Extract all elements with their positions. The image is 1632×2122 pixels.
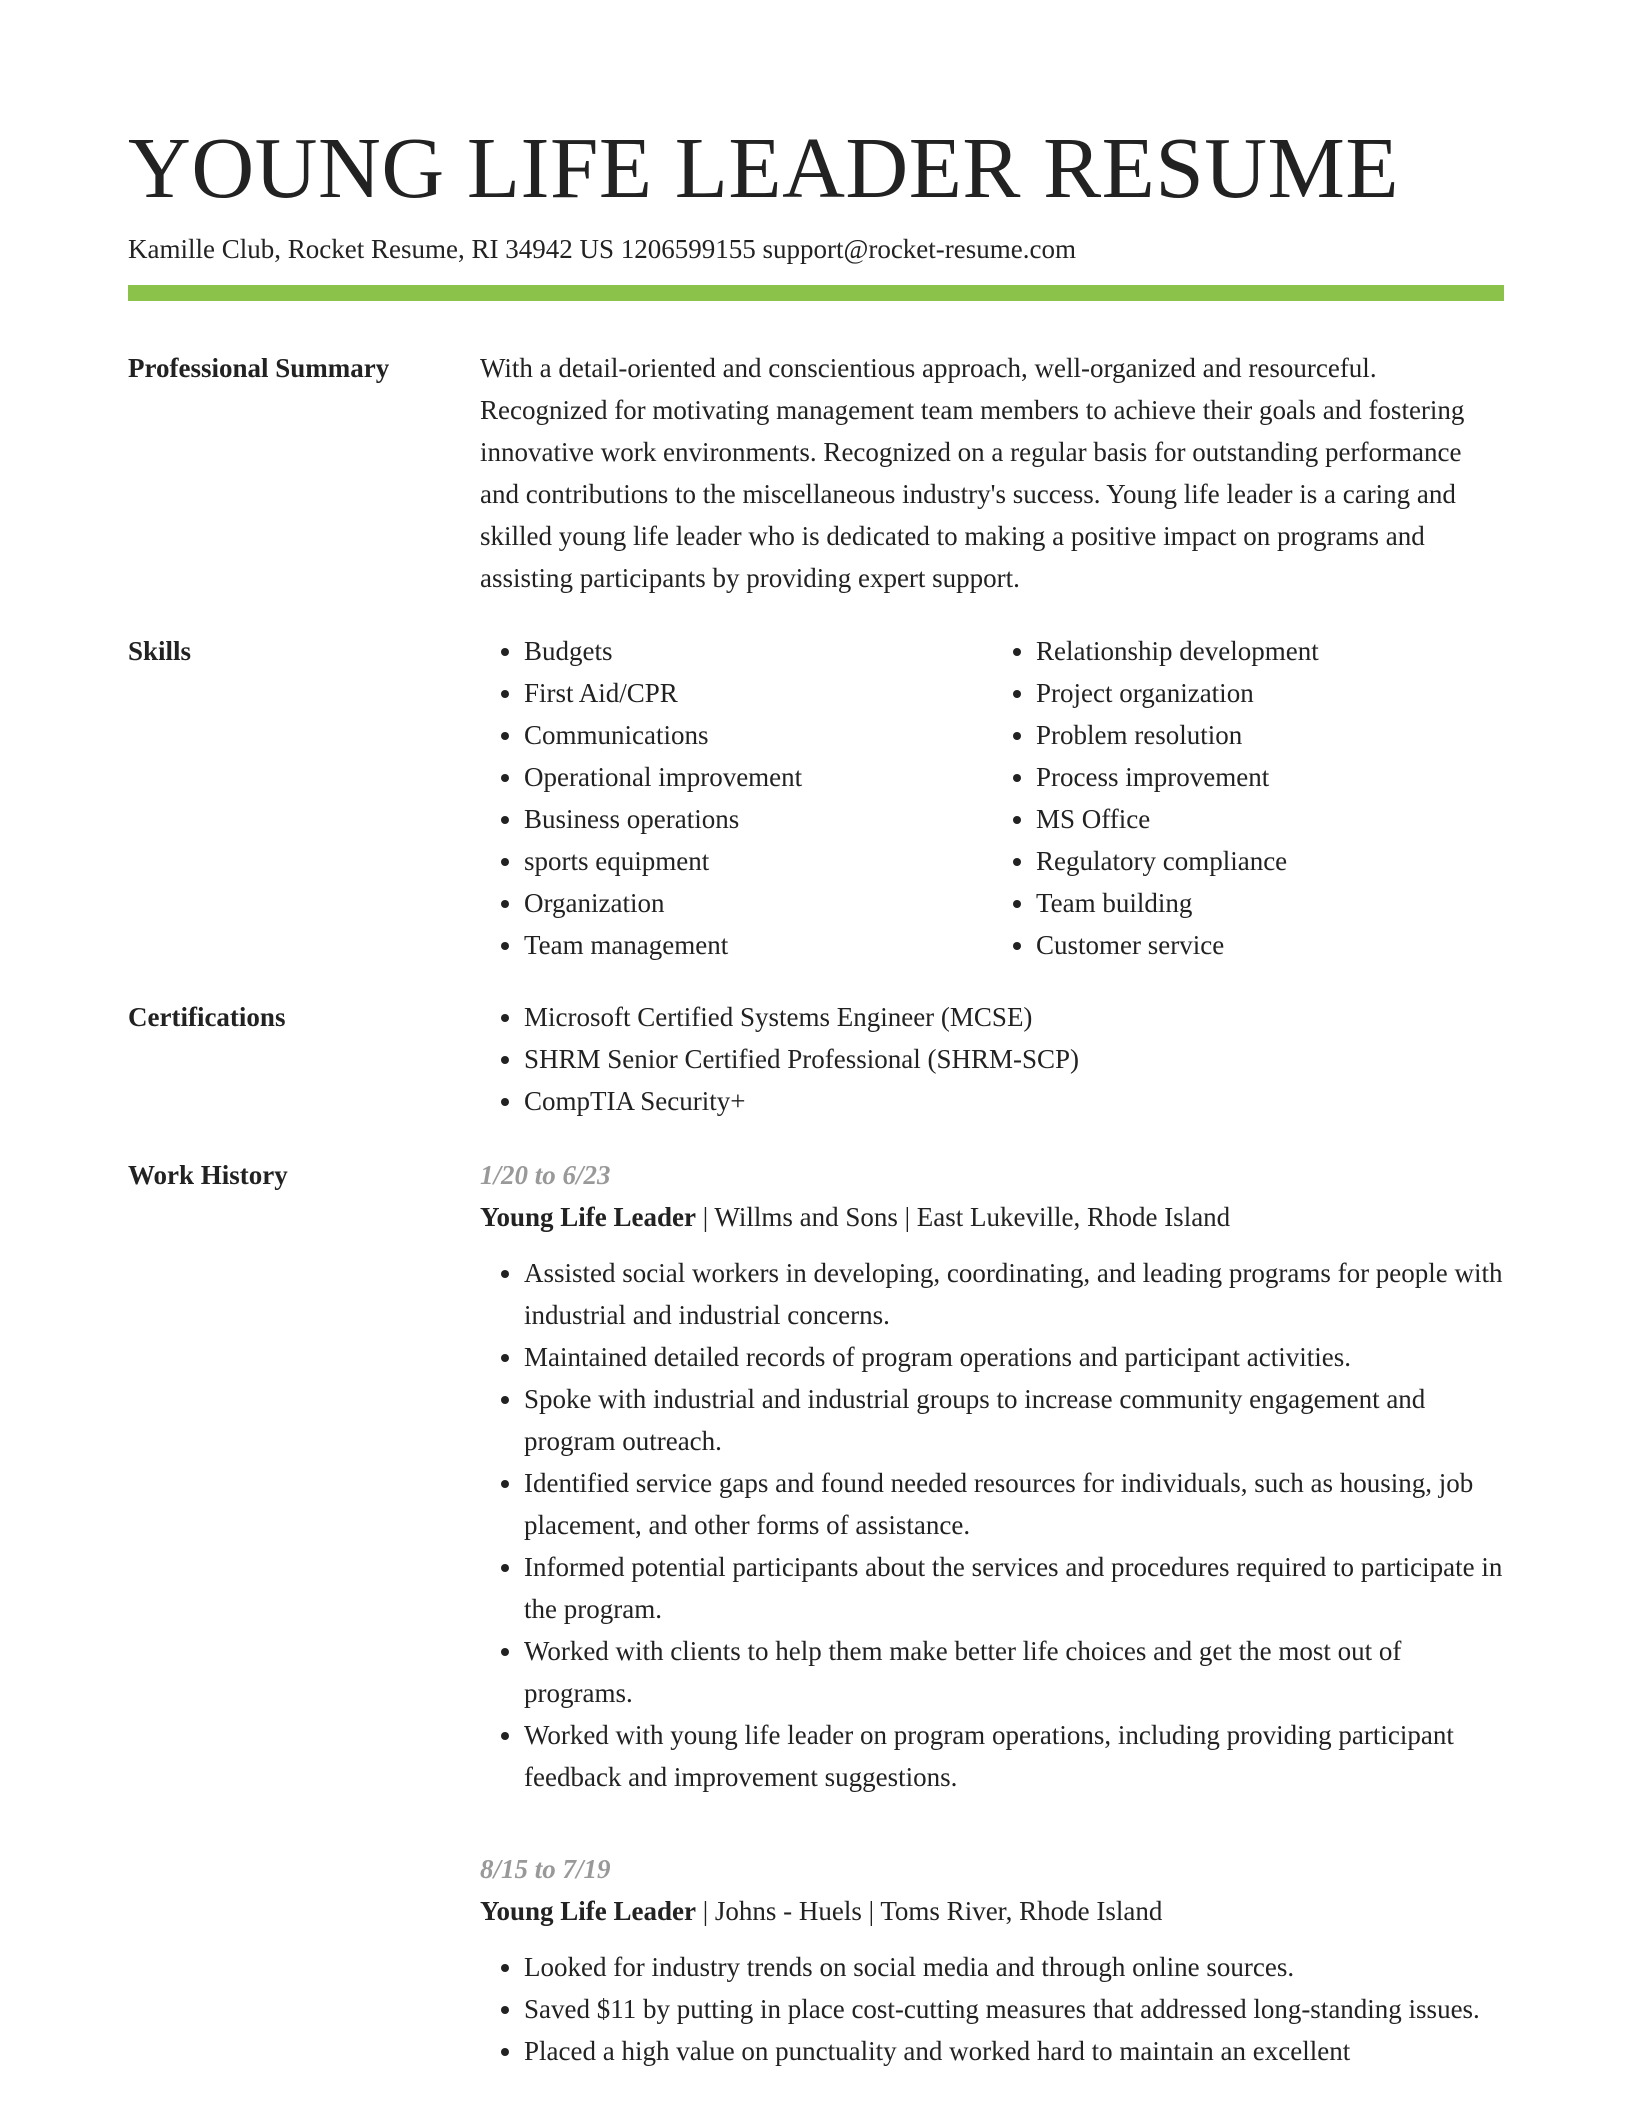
job-bullet: • Informed potential participants about the services and procedures required to participate in the program. — [524, 1546, 1504, 1630]
job-title: Young Life Leader — [480, 1896, 696, 1926]
skill-item: • Business operations — [524, 798, 992, 840]
job-title: Young Life Leader — [480, 1202, 696, 1232]
job-title-line — [480, 1890, 1504, 1932]
skill-item: • Operational improvement — [524, 756, 992, 798]
skill-item: • Team management — [524, 924, 992, 966]
certifications-list — [480, 996, 1504, 1122]
job-entry — [480, 1154, 1504, 1798]
skill-item: • Project organization — [1036, 672, 1504, 714]
job-bullet: • Maintained detailed records of program operations and participant activities. — [524, 1336, 1504, 1378]
job-bullet: • Worked with young life leader on program operations, including providing participant feedback and improvement suggestions. — [524, 1714, 1504, 1798]
skill-item: • Relationship development — [1036, 630, 1504, 672]
certifications-label: Certifications — [128, 1002, 286, 1032]
summary-body — [480, 347, 1504, 599]
job-bullet: • Looked for industry trends on social media and through online sources. — [524, 1946, 1504, 1988]
skill-item: • sports equipment — [524, 840, 992, 882]
job-bullet: • Spoke with industrial and industrial groups to increase community engagement and program outreach. — [524, 1378, 1504, 1462]
job-entry — [480, 1848, 1504, 2072]
skill-item: • Problem resolution — [1036, 714, 1504, 756]
skills-columns — [480, 630, 1504, 966]
certifications-body — [480, 996, 1504, 1122]
skill-item: • Budgets — [524, 630, 992, 672]
job-bullet: • Placed a high value on punctuality and worked hard to maintain an excellent — [524, 2030, 1504, 2072]
skill-item: • Communications — [524, 714, 992, 756]
job-title-line — [480, 1196, 1504, 1238]
job-bullet: • Identified service gaps and found needed resources for individuals, such as housing, job placement, and other forms of assistance. — [524, 1462, 1504, 1546]
skills-list-left — [480, 630, 992, 966]
skill-item: • Customer service — [1036, 924, 1504, 966]
skills-list-right — [992, 630, 1504, 966]
skill-item: • Team building — [1036, 882, 1504, 924]
job-bullet: • Assisted social workers in developing, coordinating, and leading programs for people with industrial and industrial concerns. — [524, 1252, 1504, 1336]
summary-label: Professional Summary — [128, 353, 390, 383]
skill-item: • Regulatory compliance — [1036, 840, 1504, 882]
skill-item: • MS Office — [1036, 798, 1504, 840]
job-bullets — [480, 1252, 1504, 1798]
resume-title: YOUNG LIFE LEADER RESUME — [128, 119, 1400, 216]
skills-label: Skills — [128, 636, 192, 666]
certification-item: • Microsoft Certified Systems Engineer (MCSE) — [524, 996, 1504, 1038]
job-dates: 8/15 to 7/19 — [480, 1854, 611, 1884]
job-bullets — [480, 1946, 1504, 2072]
accent-divider — [128, 285, 1504, 301]
contact-line: Kamille Club, Rocket Resume, RI 34942 US 1206599155 support@rocket-resume.com — [128, 234, 1076, 264]
skills-body — [480, 630, 1504, 966]
job-details: | Willms and Sons | East Lukeville, Rhode Island — [696, 1202, 1231, 1232]
certification-item: • SHRM Senior Certified Professional (SHRM-SCP) — [524, 1038, 1504, 1080]
work-history-body — [480, 1154, 1504, 2122]
skill-item: • First Aid/CPR — [524, 672, 992, 714]
job-bullet: • Saved $11 by putting in place cost-cutting measures that addressed long-standing issues. — [524, 1988, 1504, 2030]
work-history-label: Work History — [128, 1160, 288, 1190]
certification-item: • CompTIA Security+ — [524, 1080, 1504, 1122]
job-bullet: • Worked with clients to help them make better life choices and get the most out of programs. — [524, 1630, 1504, 1714]
job-dates: 1/20 to 6/23 — [480, 1160, 611, 1190]
skill-item: • Process improvement — [1036, 756, 1504, 798]
skill-item: • Organization — [524, 882, 992, 924]
job-details: | Johns - Huels | Toms River, Rhode Island — [696, 1896, 1163, 1926]
summary-text: With a detail-oriented and conscientious approach, well-organized and resourceful. Recognized for motivating management team members to achieve their goals and fostering innovative work environments. Recognized on a regular basis for outstanding performance and contributions to the miscellaneous industry's success. Young life leader is a caring and skilled young life leader who is dedicated to making a positive impact on programs and assisting participants by providing expert support. — [480, 353, 1465, 593]
